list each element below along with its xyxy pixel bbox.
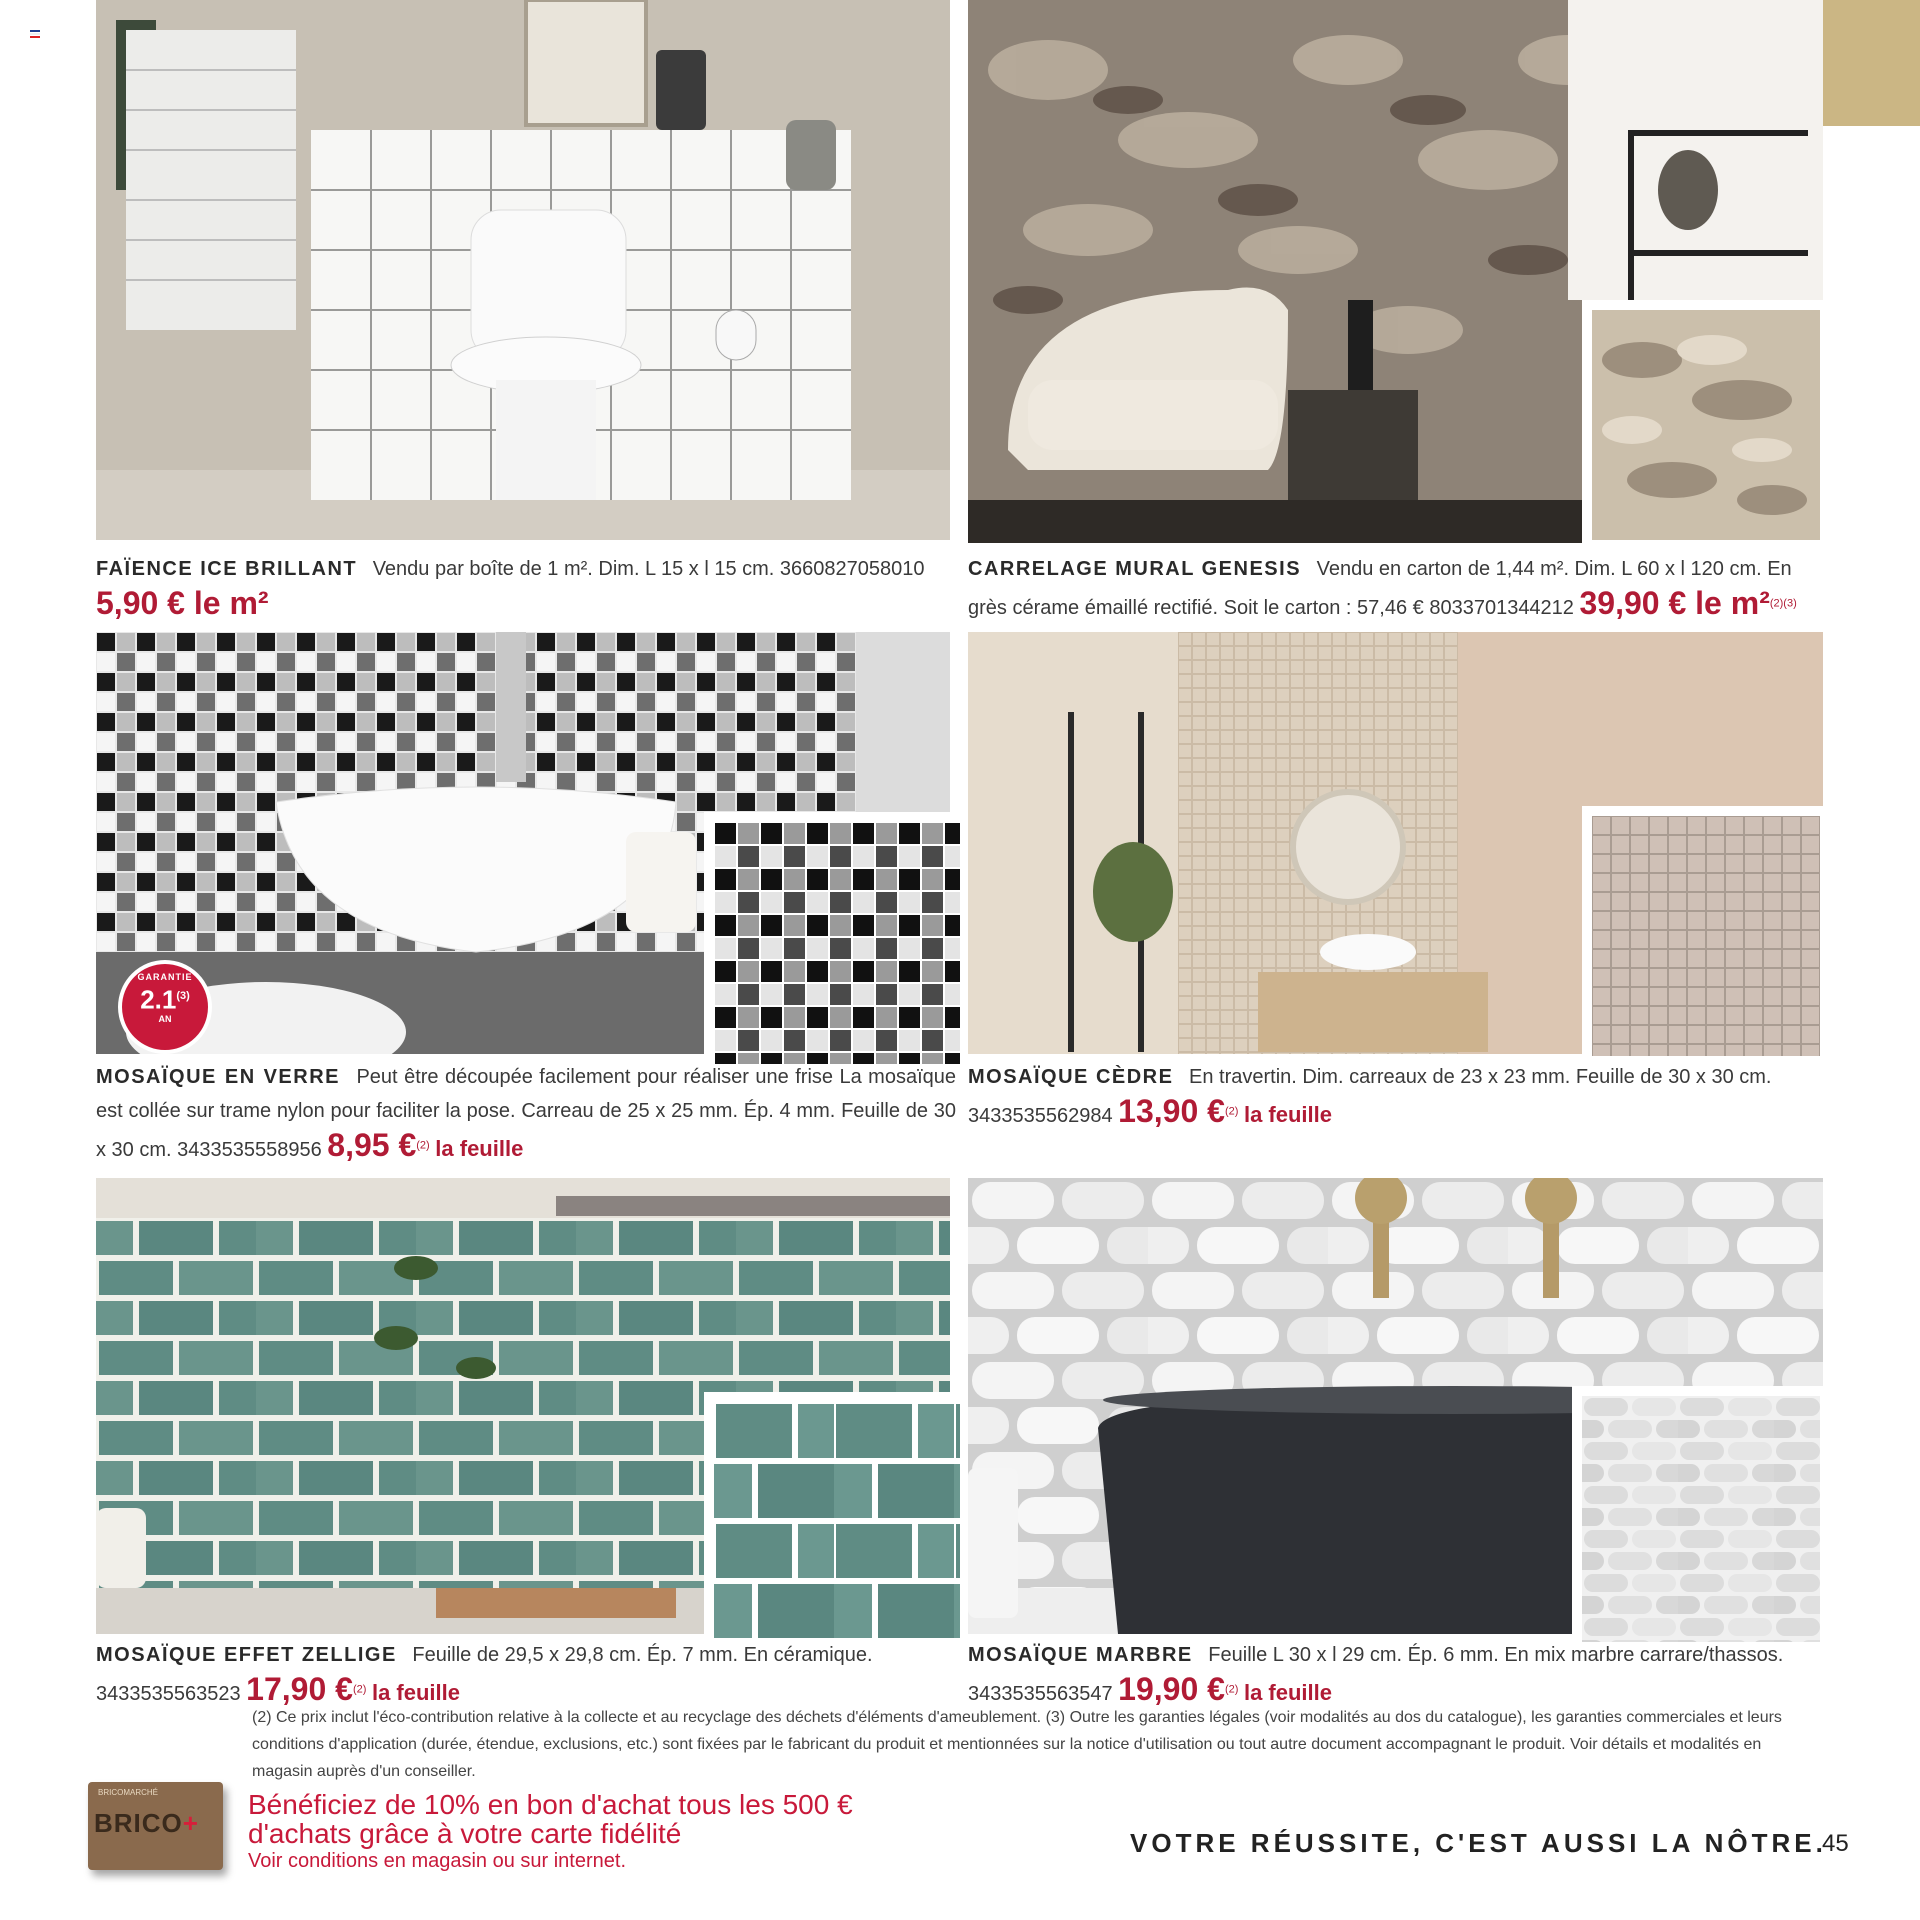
product-cedre-text (968, 1060, 1828, 1133)
inset-verre-tile (704, 812, 970, 1074)
product-description: Feuille de 29,5 x 29,8 cm. Ép. 7 mm. En céramique. 3433535563523 (96, 1644, 873, 1705)
inset-cedre-tile (1582, 806, 1830, 1066)
loyalty-promo (248, 1790, 853, 1874)
product-genesis-text (968, 552, 1828, 625)
card-plus: + (182, 1808, 199, 1838)
price-footnote-mark: (2) (1224, 1683, 1239, 1696)
product-price: 39,90 € le m² (1579, 585, 1770, 621)
product-name: MOSAÏQUE EN VERRE (96, 1066, 340, 1088)
product-description: Vendu par boîte de 1 m². Dim. L 15 x l 15 cm. 3660827058010 (372, 558, 925, 580)
price-unit: la feuille (1243, 1680, 1332, 1705)
promo-line-2: d'achats grâce à votre carte fidélité (248, 1818, 682, 1849)
price-footnote-mark: (2) (416, 1139, 430, 1152)
product-price: 5,90 € le m² (96, 585, 269, 621)
language-flag-icon[interactable] (30, 30, 40, 38)
footer-slogan: VOTRE RÉUSSITE, C'EST AUSSI LA NÔTRE. (1130, 1828, 1827, 1858)
price-footnote-mark: (2)(3) (1769, 597, 1797, 610)
card-brand: BRICO (94, 1808, 183, 1838)
promo-line-1: Bénéficiez de 10% en bon d'achat tous les 500 € (248, 1789, 853, 1820)
bathroom-illustration (96, 0, 950, 540)
product-photo-faience (96, 0, 950, 540)
product-price: 19,90 € (1118, 1671, 1225, 1707)
product-marbre-text (968, 1638, 1828, 1711)
product-name: MOSAÏQUE MARBRE (968, 1644, 1193, 1666)
product-faience-text (96, 552, 956, 625)
price-footnote-mark: (2) (1224, 1105, 1239, 1118)
loyalty-card-image (88, 1782, 223, 1870)
badge-value: 2.1 (140, 984, 177, 1015)
card-top-label: BRICOMARCHÉ (98, 1788, 159, 1797)
product-description: Peut être découpée facilement pour réaliser une frise La mosaïque est collée sur trame nylon pour faciliter la pose. Carreau de 25 x 25 mm. Ép. 4 mm. Feuille de 30 x 30 cm. 3433535558956 (96, 1066, 957, 1161)
price-footnote-mark: (2) (352, 1683, 367, 1696)
badge-top: GARANTIE (137, 972, 193, 982)
product-description: En travertin. Dim. carreaux de 23 x 23 mm. Feuille de 30 x 30 cm. 3433535562984 (968, 1066, 1772, 1127)
travertine-tile-illustration (1592, 816, 1820, 1056)
legal-footnote: (2) Ce prix inclut l'éco-contribution relative à la collecte et au recyclage des déchets d'éléments d'ameublement. (3) Outre les garanties légales (voir modalités au dos du catalogue), les garanties commerciales et leurs conditions d'application (durée, étendue, exclusions, etc.) sont fixées par le fabricant du produit et mentionnées sur la notice d'utilisation ou tout autre document accompagnant le produit. Voir détails et modalités en magasin auprès d'un conseiller. (252, 1709, 1782, 1780)
product-price: 8,95 € (327, 1127, 417, 1163)
inset-genesis-tile (1582, 300, 1830, 550)
product-description: Feuille L 30 x l 29 cm. Ép. 6 mm. En mix marbre carrare/thassos. 3433535563547 (968, 1644, 1784, 1705)
product-price: 13,90 € (1118, 1093, 1225, 1129)
product-name: FAÏENCE ICE BRILLANT (96, 558, 358, 580)
price-unit: la feuille (371, 1680, 460, 1705)
marble-tile-illustration (1582, 1396, 1820, 1642)
inset-zellige-tile (704, 1392, 970, 1654)
warranty-badge (118, 960, 212, 1054)
badge-mark: (3) (176, 990, 190, 1002)
price-unit: la feuille (1243, 1102, 1332, 1127)
page-number: 45 (1822, 1830, 1849, 1857)
floral-tile-illustration (1592, 310, 1820, 540)
product-description: Vendu en carton de 1,44 m². Dim. L 60 x l 120 cm. En grès cérame émaillé rectifié. Soit le carton : 57,46 € 8033701344212 (968, 558, 1792, 619)
product-price: 17,90 € (246, 1671, 353, 1707)
zellige-tile-illustration (714, 1402, 960, 1644)
product-name: MOSAÏQUE EFFET ZELLIGE (96, 1644, 397, 1666)
inset-marbre-tile (1572, 1386, 1830, 1652)
product-zellige-text (96, 1638, 956, 1711)
glass-mosaic-tile-illustration (714, 822, 960, 1064)
promo-line-3: Voir conditions en magasin ou sur internet. (248, 1850, 626, 1872)
badge-bottom: AN (158, 1013, 172, 1024)
product-verre-text (96, 1060, 956, 1167)
price-unit: la feuille (435, 1136, 524, 1161)
product-name: MOSAÏQUE CÈDRE (968, 1066, 1174, 1088)
product-name: CARRELAGE MURAL GENESIS (968, 558, 1302, 580)
